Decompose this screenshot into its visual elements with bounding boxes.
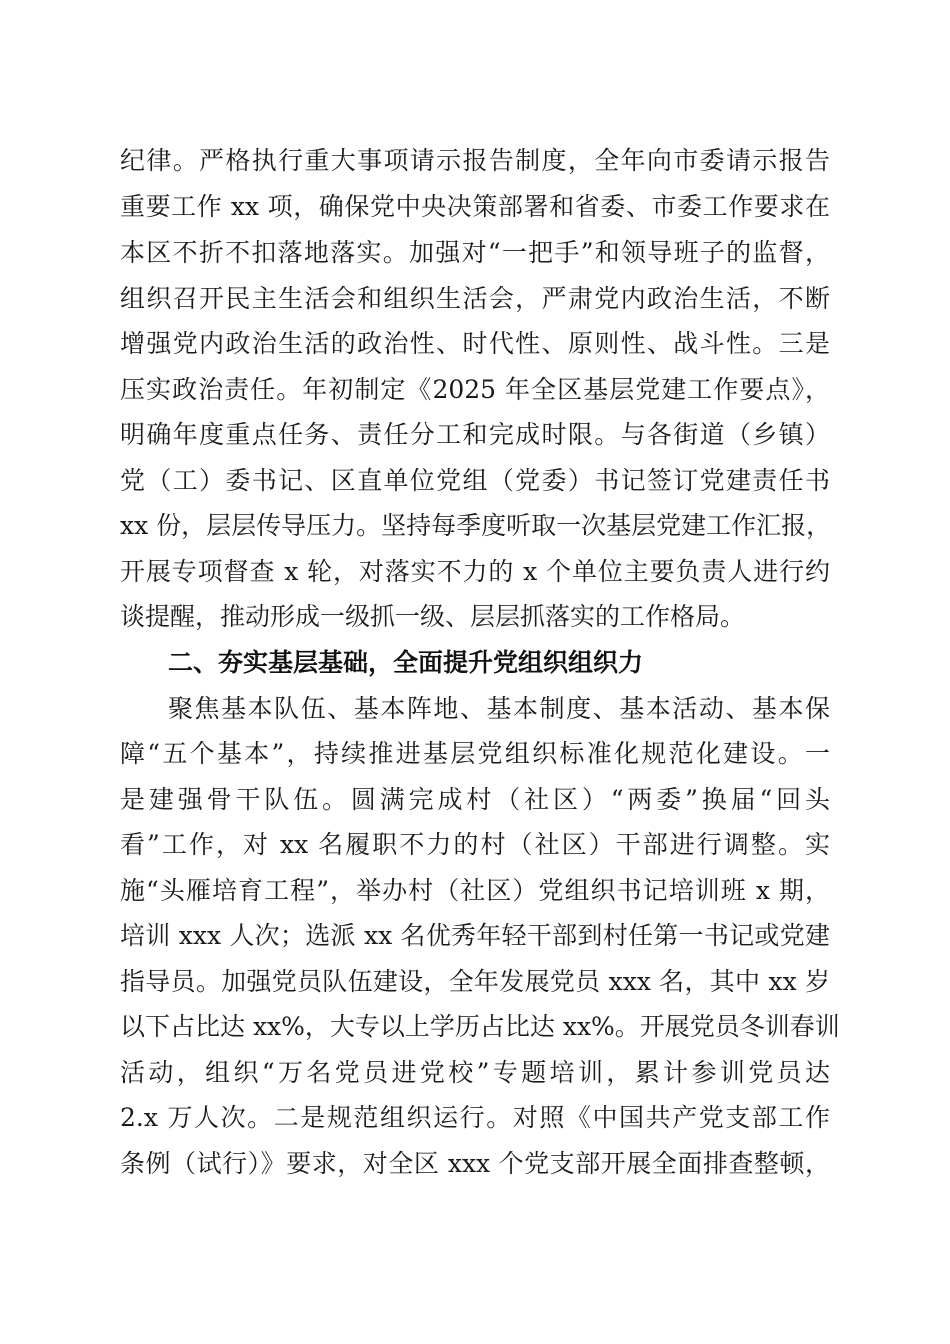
text-line: 开展专项督查 x 轮，对落实不力的 x 个单位主要负责人进行约	[120, 557, 830, 586]
text-line: 增强党内政治生活的政治性、时代性、原则性、战斗性。三是	[120, 329, 830, 358]
text-line: xx 份，层层传导压力。坚持每季度听取一次基层党建工作汇报，	[120, 511, 832, 540]
text-line: 是建强骨干队伍。圆满完成村（社区）“两委”换届“回头	[120, 785, 830, 814]
text-line: 活动，组织“万名党员进党校”专题培训，累计参训党员达	[120, 1058, 830, 1087]
text-line: 以下占比达 xx%，大专以上学历占比达 xx%。开展党员冬训春训	[120, 1012, 840, 1041]
text-line: 明确年度重点任务、责任分工和完成时限。与各街道（乡镇）	[120, 420, 830, 449]
text-line: 重要工作 xx 项，确保党中央决策部署和省委、市委工作要求在	[120, 192, 830, 221]
text-line: 施“头雁培育工程”，举办村（社区）党组织书记培训班 x 期，	[120, 876, 830, 905]
text-line: 聚焦基本队伍、基本阵地、基本制度、基本活动、基本保	[168, 694, 830, 723]
text-line: 培训 xxx 人次；选派 xx 名优秀年轻干部到村任第一书记或党建	[120, 921, 830, 950]
text-line: 组织召开民主生活会和组织生活会，严肃党内政治生活，不断	[120, 284, 830, 313]
section-heading: 二、夯实基层基础，全面提升党组织组织力	[168, 648, 644, 677]
text-line: 本区不折不扣落地落实。加强对“一把手”和领导班子的监督，	[120, 238, 830, 267]
text-line: 指导员。加强党员队伍建设，全年发展党员 xxx 名，其中 xx 岁	[120, 967, 830, 996]
text-line: 纪律。严格执行重大事项请示报告制度，全年向市委请示报告	[120, 146, 830, 175]
text-line: 党（工）委书记、区直单位党组（党委）书记签订党建责任书	[120, 466, 830, 495]
text-line: 看”工作，对 xx 名履职不力的村（社区）干部进行调整。实	[120, 830, 830, 859]
text-line: 谈提醒，推动形成一级抓一级、层层抓落实的工作格局。	[120, 602, 746, 631]
text-line: 障“五个基本”，持续推进基层党组织标准化规范化建设。一	[120, 739, 830, 768]
text-line: 压实政治责任。年初制定《2025 年全区基层党建工作要点》，	[120, 375, 830, 404]
text-line: 条例（试行）》要求，对全区 xxx 个党支部开展全面排查整顿，	[120, 1149, 830, 1178]
text-line: 2.x 万人次。二是规范组织运行。对照《中国共产党支部工作	[120, 1103, 830, 1132]
